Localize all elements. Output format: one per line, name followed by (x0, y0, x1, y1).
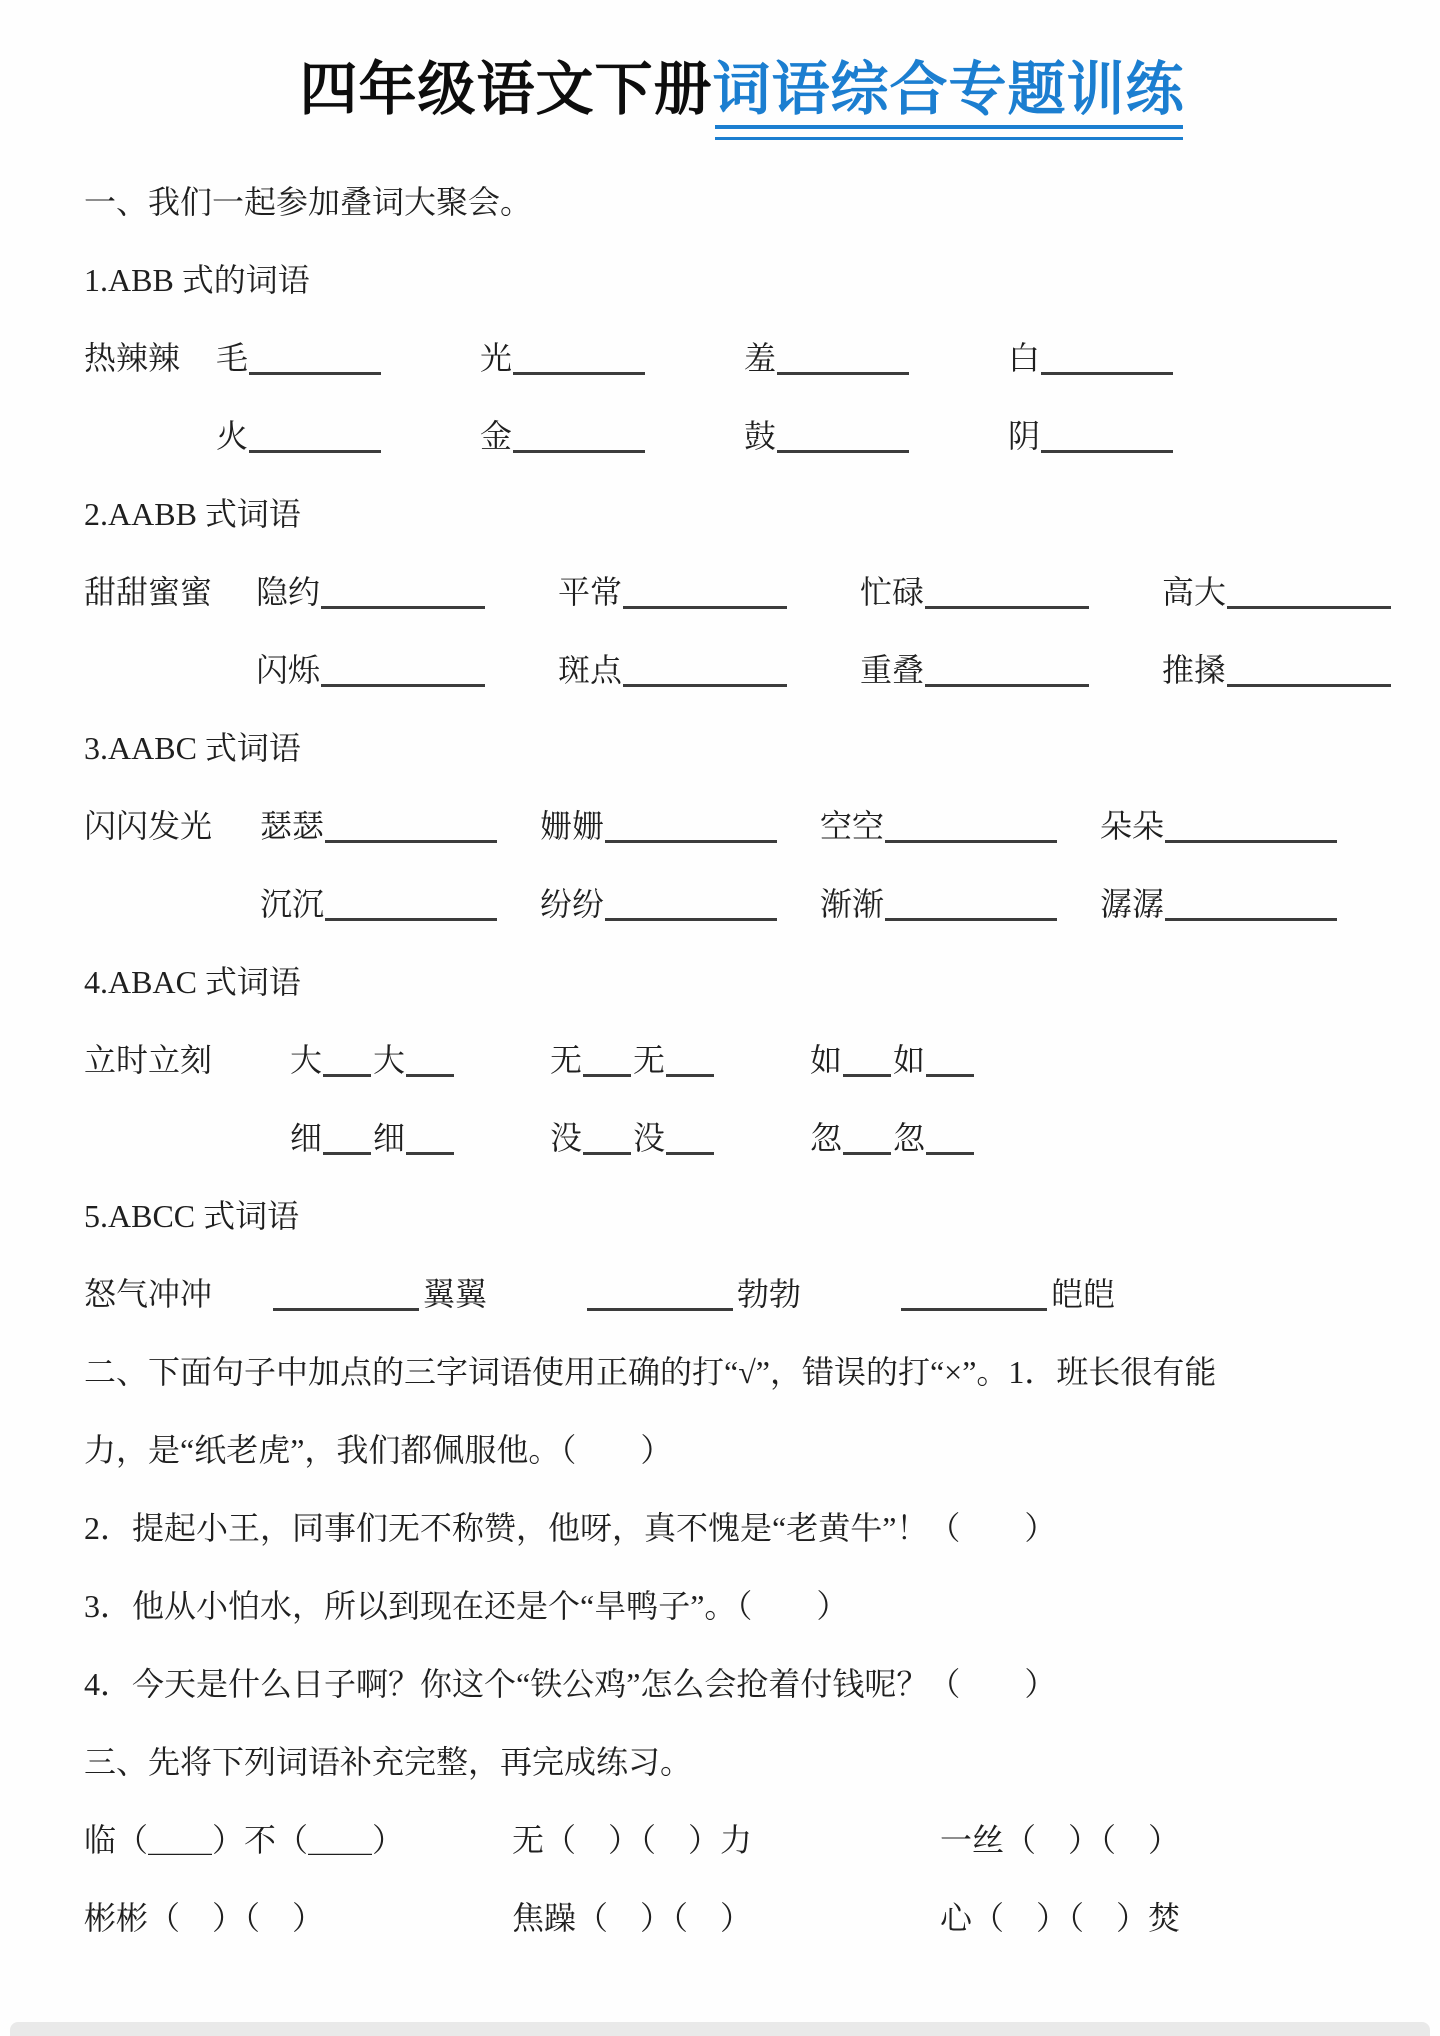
answer-blank (885, 840, 1057, 843)
abb-item (216, 333, 480, 379)
aabc-item (540, 879, 820, 925)
cue-char: 羞 (744, 339, 777, 376)
cue-word: 隐约 (256, 573, 321, 610)
section-two-item-4: 4．今天是什么日子啊？你这个“铁公鸡”怎么会抢着付钱呢？（ ） (84, 1665, 1057, 1702)
answer-blank (321, 684, 485, 687)
fill-word-item: 一丝（ ）（ ） (940, 1821, 1181, 1858)
cue-char: 金 (480, 417, 513, 454)
abac-item (290, 1113, 550, 1159)
answer-blank (325, 840, 497, 843)
abac-item (810, 1035, 1070, 1081)
answer-blank (325, 918, 497, 921)
abac-row-1 (84, 1019, 1400, 1097)
aabc-item (260, 879, 540, 925)
aabb-item (256, 645, 558, 691)
cue-char: 细 (290, 1119, 323, 1156)
answer-blank (623, 606, 787, 609)
answer-blank (777, 450, 909, 453)
answer-blank (1165, 918, 1337, 921)
answer-blank (1041, 372, 1173, 375)
abcc-example-word: 怒气冲冲 (84, 1275, 213, 1312)
cue-word: 姗姗 (540, 807, 605, 844)
fill-word-item: 心（ ）（ ）焚 (940, 1899, 1181, 1936)
abcc-row (84, 1253, 1400, 1331)
cue-char: 大 (290, 1041, 323, 1078)
cue-word: 潺潺 (1100, 885, 1165, 922)
cue-char: 忽 (893, 1119, 926, 1156)
answer-blank (1227, 606, 1391, 609)
answer-blank (885, 918, 1057, 921)
cue-word: 重叠 (860, 651, 925, 688)
cue-char: 白 (1008, 339, 1041, 376)
page-title (84, 54, 1400, 127)
answer-blank (249, 450, 381, 453)
aabc-row-2 (84, 863, 1400, 941)
aabc-row-1 (84, 785, 1400, 863)
cue-char: 鼓 (744, 417, 777, 454)
answer-blank (587, 1308, 733, 1311)
cue-word: 高大 (1162, 573, 1227, 610)
answer-blank (1227, 684, 1391, 687)
section-two-item-1-wrap: 力，是“纸老虎”，我们都佩服他。（ ） (84, 1431, 673, 1468)
abb-example-word: 热辣辣 (84, 339, 181, 376)
aabc-item (1100, 801, 1380, 847)
abcc-item (272, 1269, 586, 1315)
cue-word: 纷纷 (540, 885, 605, 922)
aabb-item (558, 645, 860, 691)
cue-word: 瑟瑟 (260, 807, 325, 844)
section-three-heading: 三、先将下列词语补充完整，再完成练习。 (84, 1743, 693, 1780)
aabb-item (256, 567, 558, 613)
abb-row-2 (84, 395, 1400, 473)
abb-item (744, 333, 1008, 379)
cue-word: 沉沉 (260, 885, 325, 922)
answer-blank (406, 1152, 454, 1155)
aabb-item (860, 645, 1162, 691)
answer-blank (583, 1074, 631, 1077)
cue-word: 推搡 (1162, 651, 1227, 688)
aabb-item (860, 567, 1162, 613)
cue-char: 光 (480, 339, 513, 376)
cue-char: 忽 (810, 1119, 843, 1156)
cue-word: 空空 (820, 807, 885, 844)
cue-word: 闪烁 (256, 651, 321, 688)
cue-word: 朵朵 (1100, 807, 1165, 844)
answer-blank (323, 1152, 371, 1155)
cue-char: 如 (810, 1041, 843, 1078)
cue-char: 毛 (216, 339, 249, 376)
abcc-item (900, 1269, 1214, 1315)
aabc-item (820, 879, 1100, 925)
cue-char: 如 (893, 1041, 926, 1078)
aabc-item (540, 801, 820, 847)
cue-word: 翼翼 (423, 1275, 488, 1312)
answer-blank (925, 606, 1089, 609)
answer-blank (323, 1074, 371, 1077)
answer-blank (925, 684, 1089, 687)
abac-item (810, 1113, 1070, 1159)
answer-blank (605, 840, 777, 843)
section-three-row-2 (84, 1877, 1400, 1955)
cue-char: 阴 (1008, 417, 1041, 454)
answer-blank (926, 1074, 974, 1077)
aabb-row-2 (84, 629, 1400, 707)
answer-blank (513, 372, 645, 375)
cue-word: 忙碌 (860, 573, 925, 610)
section-one-heading: 一、我们一起参加叠词大聚会。 (84, 183, 533, 220)
cue-char: 无 (633, 1041, 666, 1078)
section-two-heading: 二、下面句子中加点的三字词语使用正确的打“√”，错误的打“×”。1．班长很有能 (84, 1353, 1217, 1390)
answer-blank (623, 684, 787, 687)
aabc-item (260, 801, 540, 847)
cue-word: 渐渐 (820, 885, 885, 922)
fill-word-item: 彬彬（ ）（ ） (84, 1899, 325, 1936)
title-part-blue: 词语综合专题训练 (713, 54, 1185, 127)
answer-blank (777, 372, 909, 375)
answer-blank (666, 1152, 714, 1155)
answer-blank (249, 372, 381, 375)
cue-word: 皑皑 (1051, 1275, 1116, 1312)
aabb-item (558, 567, 860, 613)
answer-blank (843, 1152, 891, 1155)
abcc-label: 5.ABCC 式词语 (84, 1197, 300, 1234)
aabb-example-word: 甜甜蜜蜜 (84, 573, 213, 610)
answer-blank (583, 1152, 631, 1155)
aabb-item (1162, 567, 1440, 613)
answer-blank (1041, 450, 1173, 453)
cue-char: 细 (373, 1119, 406, 1156)
abac-example-word: 立时立刻 (84, 1041, 213, 1078)
abb-item (1008, 411, 1272, 457)
abac-item (550, 1113, 810, 1159)
section-three-row-1 (84, 1799, 1400, 1877)
answer-blank (605, 918, 777, 921)
cue-char: 火 (216, 417, 249, 454)
fill-word-item: 焦躁（ ）（ ） (512, 1899, 753, 1936)
fill-word-item: 临（＿＿）不（＿＿） (84, 1821, 405, 1858)
section-two-item-3: 3．他从小怕水，所以到现在还是个“旱鸭子”。（ ） (84, 1587, 849, 1624)
abb-item (480, 411, 744, 457)
cue-word: 平常 (558, 573, 623, 610)
answer-blank (1165, 840, 1337, 843)
cue-char: 没 (550, 1119, 583, 1156)
aabb-label: 2.AABB 式词语 (84, 495, 301, 532)
aabc-example-word: 闪闪发光 (84, 807, 213, 844)
answer-blank (666, 1074, 714, 1077)
abb-row-1 (84, 317, 1400, 395)
answer-blank (273, 1308, 419, 1311)
answer-blank (926, 1152, 974, 1155)
fill-word-item: 无（ ）（ ）力 (512, 1821, 753, 1858)
answer-blank (406, 1074, 454, 1077)
abac-row-2 (84, 1097, 1400, 1175)
cue-word: 斑点 (558, 651, 623, 688)
cue-char: 无 (550, 1041, 583, 1078)
title-part-black: 四年级语文下册 (299, 57, 713, 122)
abac-label: 4.ABAC 式词语 (84, 963, 301, 1000)
abb-label: 1.ABB 式的词语 (84, 261, 310, 298)
abb-item (216, 411, 480, 457)
abb-item (744, 411, 1008, 457)
bottom-scan-bar (10, 2022, 1430, 2036)
aabc-item (1100, 879, 1380, 925)
answer-blank (843, 1074, 891, 1077)
cue-word: 勃勃 (737, 1275, 802, 1312)
section-two-item-2: 2．提起小王，同事们无不称赞，他呀，真不愧是“老黄牛”！（ ） (84, 1509, 1057, 1546)
aabc-label: 3.AABC 式词语 (84, 729, 301, 766)
answer-blank (901, 1308, 1047, 1311)
abac-item (550, 1035, 810, 1081)
abcc-item (586, 1269, 900, 1315)
aabb-item (1162, 645, 1440, 691)
abb-item (1008, 333, 1272, 379)
aabc-item (820, 801, 1100, 847)
cue-char: 没 (633, 1119, 666, 1156)
answer-blank (321, 606, 485, 609)
answer-blank (513, 450, 645, 453)
abb-item (480, 333, 744, 379)
aabb-row-1 (84, 551, 1400, 629)
abac-item (290, 1035, 550, 1081)
cue-char: 大 (373, 1041, 406, 1078)
